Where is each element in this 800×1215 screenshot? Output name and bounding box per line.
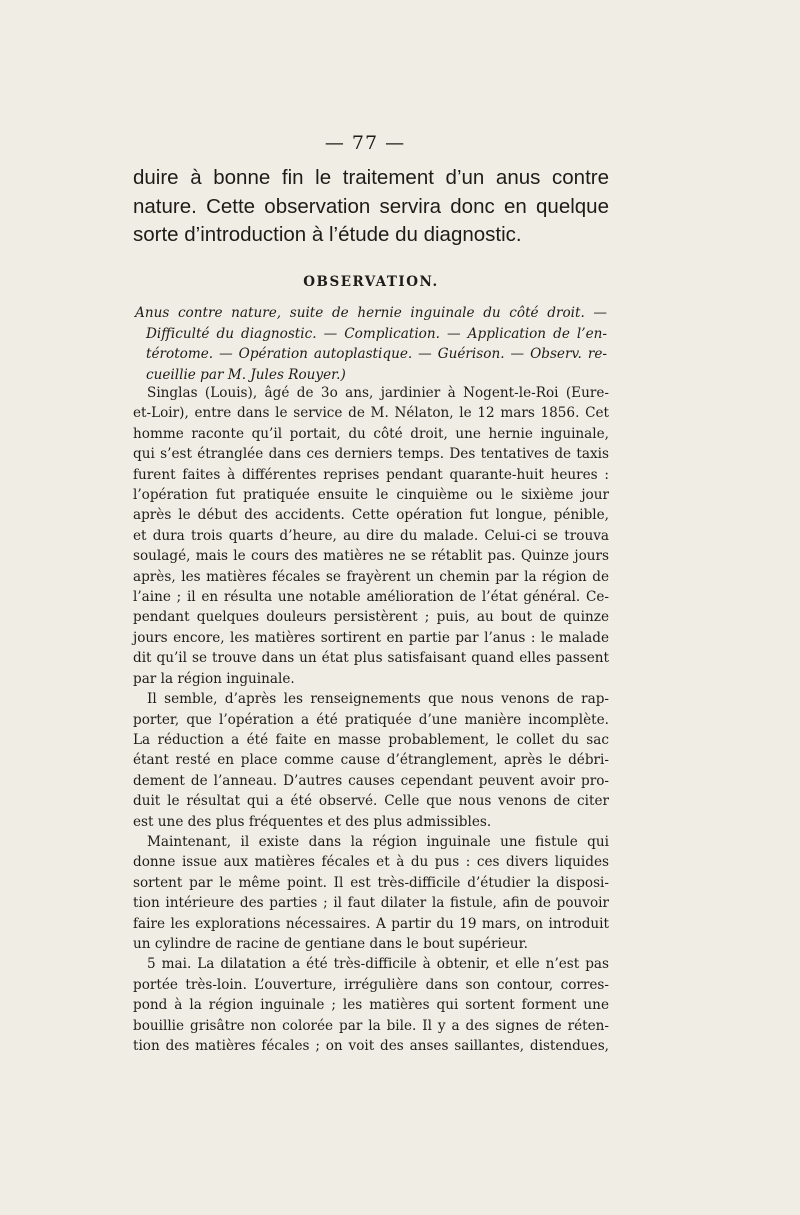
text-line: qui s’est étranglée dans ces derniers temps. Des tentatives de taxis — [133, 446, 609, 463]
text-line: faire les explorations nécessaires. A partir du 19 mars, on introduit — [133, 915, 609, 932]
text-line: Il semble, d’après les renseignements que nous venons de rap- — [147, 691, 609, 708]
text-line: et dura trois quarts d’heure, au dire du malade. Celui-ci se trouva — [133, 527, 609, 544]
text-line: duit le résultat qui a été observé. Celle que nous venons de citer — [133, 793, 609, 810]
text-line: La réduction a été faite en masse probablement, le collet du sac — [133, 731, 609, 748]
text-line: étant resté en place comme cause d’étranglement, après le débri- — [133, 752, 609, 769]
text-line: un cylindre de racine de gentiane dans le bout supérieur. — [133, 935, 528, 952]
text-line: dit qu’il se trouve dans un état plus satisfaisant quand elles passent — [133, 650, 609, 667]
subtitle-line: térotome. — Opération autoplastique. — Guérison. — Observ. re- — [146, 346, 607, 363]
text-line: et-Loir), entre dans le service de M. Nélaton, le 12 mars 1856. Cet — [133, 405, 609, 422]
text-line: homme raconte qu’il portait, du côté droit, une hernie inguinale, — [133, 425, 609, 442]
text-line: bouillie grisâtre non colorée par la bile. Il y a des signes de réten- — [133, 1017, 609, 1034]
text-line: tion intérieure des parties ; il faut dilater la fistule, afin de pouvoir — [133, 895, 609, 912]
text-line: est une des plus fréquentes et des plus admissibles. — [133, 813, 492, 830]
text-line: tion des matières fécales ; on voit des anses saillantes, distendues, — [133, 1038, 609, 1054]
text-line: duire à bonne fin le traitement d’un anus contre — [133, 166, 609, 189]
text-line: pond à la région inguinale ; les matières qui sortent forment une — [133, 997, 609, 1014]
observation-body — [133, 383, 609, 1056]
text-line: pendant quelques douleurs persistèrent ; puis, au bout de quinze — [133, 609, 609, 626]
text-line: soulagé, mais le cours des matières ne se rétablit pas. Quinze jours — [133, 548, 609, 565]
text-line: Singlas (Louis), âgé de 3o ans, jardinier à Nogent-le-Roi (Eure- — [147, 385, 609, 401]
text-line: sorte d’introduction à l’étude du diagnostic. — [133, 223, 522, 246]
text-line: Maintenant, il existe dans la région inguinale une fistule qui — [147, 833, 609, 850]
text-line: l’aine ; il en résulta une notable amélioration de l’état général. Ce- — [133, 589, 609, 606]
text-line: furent faites à différentes reprises pendant quarante-huit heures : — [133, 466, 609, 483]
text-line: l’opération fut pratiquée ensuite le cinquième ou le sixième jour — [133, 487, 609, 504]
text-line: porter, que l’opération a été pratiquée d’une manière incomplète. — [133, 711, 609, 728]
text-line: 5 mai. La dilatation a été très-difficile à obtenir, et elle n’est pas — [147, 956, 609, 973]
text-line: après, les matières fécales se frayèrent un chemin par la région de — [133, 568, 609, 585]
page-number: — 77 — — [324, 132, 406, 154]
subtitle-line: Anus contre nature, suite de hernie inguinale du côté droit. — — [135, 305, 607, 321]
text-line: portée très-loin. L’ouverture, irrégulière dans son contour, corres- — [133, 976, 609, 993]
section-heading: OBSERVATION. — [303, 274, 439, 290]
text-line: après le début des accidents. Cette opération fut longue, pénible, — [133, 507, 609, 524]
text-line: par la région inguinale. — [133, 670, 295, 687]
subtitle-line: cueillie par M. Jules Rouyer.) — [146, 366, 346, 383]
subtitle-line: Difficulté du diagnostic. — Complication. — Application de l’en- — [146, 325, 607, 342]
text-line: donne issue aux matières fécales et à du pus : ces divers liquides — [133, 854, 609, 871]
text-line: nature. Cette observation servira donc en quelque — [133, 194, 609, 218]
intro-paragraph — [133, 164, 609, 250]
text-line: jours encore, les matières sortirent en partie par l’anus : le malade — [133, 629, 609, 646]
observation-subtitle — [135, 303, 607, 385]
text-line: sortent par le même point. Il est très-difficile d’étudier la disposi- — [133, 874, 609, 891]
text-line: dement de l’anneau. D’autres causes cependant peuvent avoir pro- — [133, 772, 609, 789]
